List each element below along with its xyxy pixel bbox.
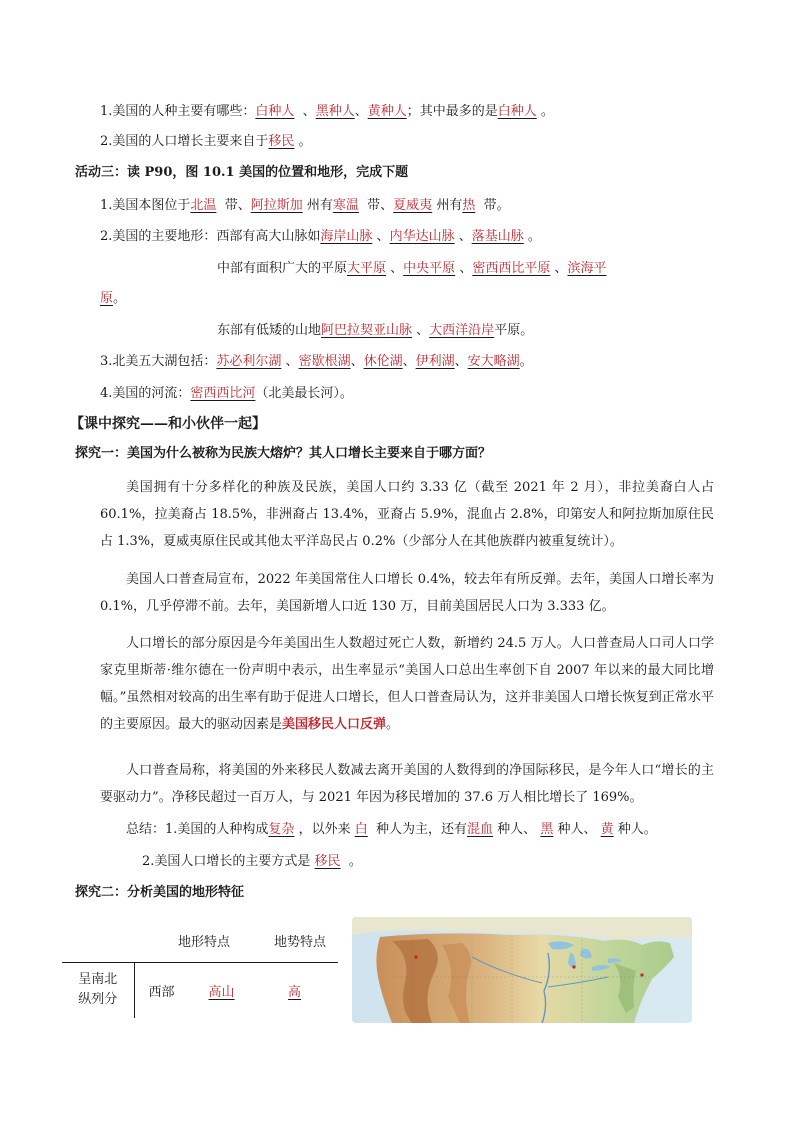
answer-white: 白种人 (255, 104, 295, 119)
answer-hei: 黑 (540, 822, 554, 837)
answer-atlantic: 大西洋沿岸 (429, 323, 495, 338)
row-label: 呈南北 纵列分 (62, 962, 134, 1018)
answer-hawaii: 夏威夷 (393, 198, 433, 213)
answer-yimin: 移民 (314, 854, 341, 869)
answer-ontario: 安大略湖 (467, 354, 520, 369)
question-terrain-west: 2.美国的主要地形：西部有高大山脉如海岸山脉 、内华达山脉 、落基山脉 。 (100, 229, 541, 244)
answer-immigration: 移民 (268, 134, 295, 149)
answer-yellow: 黄种人 (367, 104, 407, 119)
answer-hanwen: 寒温 (332, 198, 359, 213)
answer-huang: 黄 (600, 822, 614, 837)
answer-superior: 苏必利尔湖 (216, 354, 282, 369)
answer-black: 黑种人 (315, 104, 355, 119)
exploration-one-title: 探究一：美国为什么被称为民族大熔炉？其人口增长主要来自于哪方面？ (75, 446, 492, 461)
cell-west-height (274, 962, 334, 1018)
paragraph-ethnic-composition: 美国拥有十分多样化的种族及民族，美国人口约 3.33 亿（截至 2021 年 2 月），非拉美裔白人占 60.1%，拉美裔占 18.5%，非洲裔占 13.4%，亚裔占 5.9%，混血占 2.8%，印第安人和阿拉斯加原住民占 1.3%，夏威夷原住民或其他太平洋岛民占 0.2%（少部分人在其他族群内被重复统计）。 (100, 480, 714, 549)
paragraph-growth-reason: 人口增长的部分原因是今年美国出生人数超过死亡人数，新增约 24.5 万人。人口普查局人口司人口学家克里斯蒂·维尔德在一份声明中表示，出生率显示“美国人口总出生率创下自 2007 年以来的最大同比增幅。”虽然相对较高的出生率有助于促进人口增长，但人口普查局认为，这并非美国人口增长恢复到正常水平的主要原因。最大的驱动因素是美国移民人口反弹。 (100, 636, 714, 732)
table-header-row (62, 920, 334, 962)
terrain-table (62, 920, 334, 1018)
answer-coastal-plain-end: 原 (100, 291, 114, 306)
cell-west-terrain: 西部 高山 (148, 984, 235, 1000)
question-great-lakes: 3.北美五大湖包括：苏必利尔湖 、密歇根湖、休伦湖、伊利湖、安大略湖。 (100, 354, 533, 369)
answer-gaoshan: 高山 (208, 984, 235, 1000)
table-row-west (62, 962, 334, 1018)
answer-sierra-nevada: 内华达山脉 (389, 229, 455, 244)
answer-beiwen: 北温 (190, 198, 217, 213)
answer-erie: 伊利湖 (415, 354, 455, 369)
table-divider (62, 962, 338, 963)
paragraph-net-migration: 人口普查局称，将美国的外来移民人数减去离开美国的人数得到的净国际移民，是今年人口“增长的主要驱动力”。净移民超过一百万人，与 2021 年因为移民增加的 37.6 万人相比增长了 169%。 (100, 763, 714, 805)
answer-alaska: 阿拉斯加 (250, 198, 303, 213)
answer-bai: 白 (354, 822, 368, 837)
highlight-immigration-rebound: 美国移民人口反弹 (282, 717, 387, 732)
answer-mississippi-river: 密西西比河 (190, 386, 256, 401)
city-dot (414, 955, 417, 958)
summary-race: 总结：1.美国的人种构成复杂 ，以外来 白 种人为主，还有混血 种人、 黑 种人、 黄 种人。 (126, 822, 657, 837)
answer-hunxue: 混血 (467, 822, 494, 837)
question-terrain-central: 中部有面积广大的平原大平原 、中央平原 、密西西比平原 、滨海平 (217, 261, 607, 276)
answer-rocky: 落基山脉 (471, 229, 524, 244)
answer-great-plains: 大平原 (347, 261, 387, 276)
usa-terrain-map (352, 917, 692, 1023)
paragraph-population-growth: 美国人口普查局宣布，2022 年美国常住人口增长 0.4%，较去年有所反弹。去年，美国人口增长率为 0.1%，几乎停滞不前。去年，美国新增人口近 130 万，目前美国居民人口为 3.333 亿。 (100, 572, 714, 614)
question-terrain-central-cont: 原。 (100, 291, 127, 306)
question-rivers: 4.美国的河流：密西西比河（北美最长河）。 (100, 386, 353, 401)
answer-gao: 高 (288, 984, 302, 1000)
answer-huron: 休伦湖 (363, 354, 403, 369)
class-section-title: 【课中探究——和小伙伴一起】 (70, 416, 266, 432)
exploration-two-title: 探究二：分析美国的地形特征 (75, 885, 245, 900)
answer-central-plain: 中央平原 (403, 261, 456, 276)
answer-coastal-plain: 滨海平 (567, 261, 607, 276)
answer-michigan: 密歇根湖 (298, 354, 351, 369)
activity-three-title: 活动三：读 P90，图 10.1 美国的位置和地形，完成下题 (75, 165, 409, 180)
map-svg (352, 917, 692, 1023)
answer-coast-ranges: 海岸山脉 (320, 229, 373, 244)
city-dot (572, 965, 575, 968)
question-climate-zones: 1.美国本图位于北温 带、阿拉斯加 州有寒温 带、夏威夷 州有热 带。 (100, 198, 510, 213)
header-height: 地势特点 (274, 935, 327, 951)
answer-re: 热 (462, 198, 476, 213)
answer-most: 白种人 (497, 104, 537, 119)
city-dot (640, 973, 643, 976)
answer-complex: 复杂 (268, 822, 295, 837)
header-terrain: 地形特点 (177, 935, 230, 951)
question-race: 1.美国的人种主要有哪些：白种人 、黑种人、黄种人；其中最多的是白种人 。 (100, 104, 554, 119)
answer-mississippi-plain: 密西西比平原 (472, 261, 551, 276)
question-pop-growth: 2.美国的人口增长主要来自于移民 。 (100, 134, 312, 149)
summary-growth: 2.美国人口增长的主要方式是 移民 。 (142, 854, 362, 869)
answer-appalachian: 阿巴拉契亚山脉 (321, 323, 413, 338)
question-terrain-east: 东部有低矮的山地阿巴拉契亚山脉 、大西洋沿岸平原。 (217, 323, 534, 338)
